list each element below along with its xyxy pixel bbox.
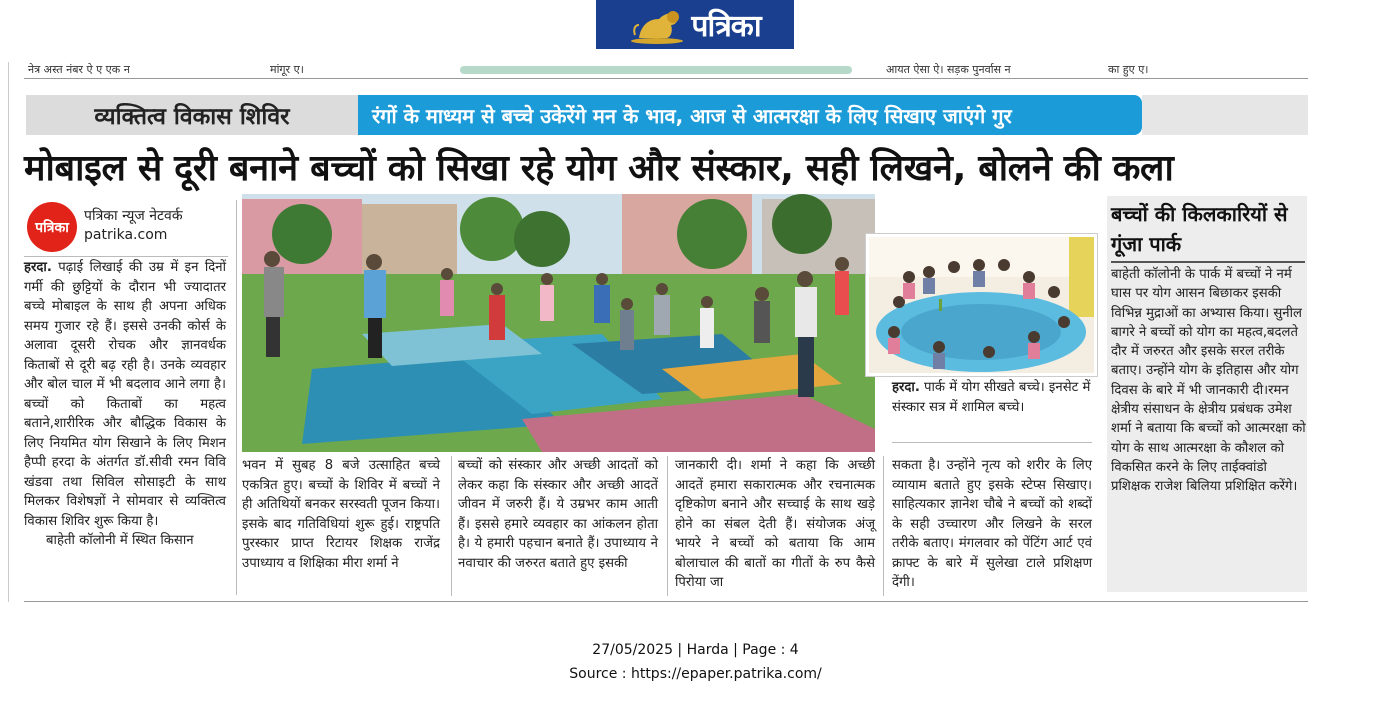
column-rule <box>451 456 452 596</box>
strip-fragment: का हुए ए। <box>1108 63 1149 76</box>
column-text: बाहेती कॉलोनी में स्थित किसान <box>46 533 194 548</box>
column-text: पढ़ाई लिखाई की उम्र में इन दिनों गर्मी की छुट्टियों के दौरान भी ज्यादातर बच्चे मोबाइल के साथ ही अपना अधिक समय गुजार रहे हैं। इससे उनकी कोर्स के अलावा दूसरी रोचक और ज्ञानवर्धक किताबों से दूरी बढ़ रही है। उनके व्यवहार और बोल चाल में भी बदलाव आने लगा है। बच्चों को किताबों का महत्व बताने,शारीरिक और बौद्धिक विकास के लिए नियमित योग सिखाने के लिए मिशन हैप्पी हरदा के अंतर्गत डॉ.सीवी रमन विवि खंडवा तथा सिविल सोसाइटी के साथ मिलकर विशेषज्ञों ने सोमवार से व्यक्तित्व विकास शिविर शुरू किया है। <box>24 260 226 529</box>
inset-photo <box>866 234 1097 376</box>
park-yoga-photo <box>242 194 875 452</box>
dateline: हरदा. <box>24 260 52 275</box>
article-column-1 <box>24 258 226 551</box>
article-column-2: भवन में सुबह 8 बजे उत्साहित बच्चे एकत्रित हुए। बच्चों के शिविर में बच्चों ने ही अतिथियों बनकर सरस्वती पूजन किया। इसके बाद गतिविधियां शुरू हुई। राष्ट्रपति पुरस्कार प्राप्त रिटायर शिक्षक राजेंद्र उपाध्याय व शिक्षिका मीरा शर्मा ने <box>242 458 440 571</box>
byline-network: पत्रिका न्यूज नेटवर्क <box>84 208 183 224</box>
divider <box>24 256 228 257</box>
masthead <box>596 0 794 49</box>
divider <box>24 601 1308 602</box>
column-rule <box>883 456 884 596</box>
column-rule <box>236 200 237 595</box>
photo-caption <box>892 378 1092 418</box>
sidebar-title: बच्चों की किलकारियों से गूंजा पार्क <box>1111 202 1288 256</box>
footer-meta: 27/05/2025 | Harda | Page : 4 <box>592 642 799 658</box>
column-rule <box>667 456 668 596</box>
page-edge <box>8 62 9 602</box>
strip-fragment: मांगूर ए। <box>270 63 304 76</box>
main-photo <box>242 194 875 452</box>
patrika-logo-icon: पत्रिका <box>27 202 77 252</box>
caption-text: पार्क में योग सीखते बच्चे। इनसेट में संस्कार सत्र में शामिल बच्चे। <box>892 380 1091 415</box>
hall-session-photo <box>869 237 1094 373</box>
strip-fragment: नेत्र अस्त नंबर ऐ ए एक न <box>28 63 130 76</box>
divider <box>24 78 1308 79</box>
masthead-title: पत्रिका <box>691 9 761 44</box>
strip-fragment: आयत ऐसा ऐ। सड़क पुनर्वास न <box>886 63 1011 76</box>
lion-emblem-icon <box>629 5 685 45</box>
article-column-3: बच्चों को संस्कार और अच्छी आदतों को लेकर कहा कि संस्कार और अच्छी आदतें जीवन में जरुरी हैं। ये उम्रभर काम आती हैं। इससे हमारे व्यवहार का आंकलन होता है। ये हमारी पहचान बनाते हैं। उपाध्याय ने नवाचार की जरुरत बताते हुए इसकी <box>458 458 658 571</box>
sidebar-body: बाहेती कॉलोनी के पार्क में बच्चों ने नर्म घास पर योग आसन बिछाकर इसकी विभिन्न मुद्राओं का अभ्यास किया। सुनील बागरे ने बच्चों को योग का महत्व,बदलते दौर में जरुरत और इसके सरल तरीके बताए। उन्होंने योग के इतिहास और योग दिवस के बारे में भी जानकारी दी।रमन क्षेत्रीय संसाधन के क्षेत्रीय प्रबंधक उमेश शर्मा ने बताया कि बच्चों को आत्मरक्षा को योग के साथ आत्मरक्षा के कौशल को विकसित करने के लिए ताईक्वांडो प्रशिक्षक राजेश बिलिया प्रशिक्षित करेंगे। <box>1111 267 1306 495</box>
page-title: मोबाइल से दूरी बनाने बच्चों को सिखा रहे योग और संस्कार, सही लिखने, बोलने की कला <box>24 148 1174 189</box>
article-column-5: सकता है। उन्होंने नृत्य को शरीर के लिए व्यायाम बताते हुए इसके स्टेप्स सिखाए। साहित्यकार ज्ञानेश चौबे ने बच्चों को शब्दों के सही उच्चारण और लिखने के सरल तरीके बताए। मंगलवार को पेंटिंग आर्ट एवं क्राफ्ट के बारे में सुलेखा टाले प्रशिक्षण देंगी। <box>892 458 1092 590</box>
footer-source: Source : https://epaper.patrika.com/ <box>569 666 822 682</box>
caption-place: हरदा. <box>892 380 920 395</box>
divider <box>892 442 1092 443</box>
strap-tail <box>1142 95 1308 135</box>
article-column-4: जानकारी दी। शर्मा ने कहा कि अच्छी आदतें हमारा सकारात्मक और रचनात्मक दृष्टिकोण बनाने और सच्चाई के साथ खड़े होने का संबल देती हैं। संयोजक अंजू भायरे ने बच्चों को बताया कि आम बोलाचाल की बातों का गीतों के रुप कैसे पिरोया जा <box>675 458 875 590</box>
strap-headline: रंगों के माध्यम से बच्चे उकेरेंगे मन के भाव, आज से आत्मरक्षा के लिए सिखाए जाएंगे गुर <box>358 95 1142 135</box>
previous-photo-edge <box>460 66 852 74</box>
kicker-label: व्यक्तित्व विकास शिविर <box>26 95 358 135</box>
byline-website: patrika.com <box>84 227 168 243</box>
divider <box>1111 261 1305 263</box>
